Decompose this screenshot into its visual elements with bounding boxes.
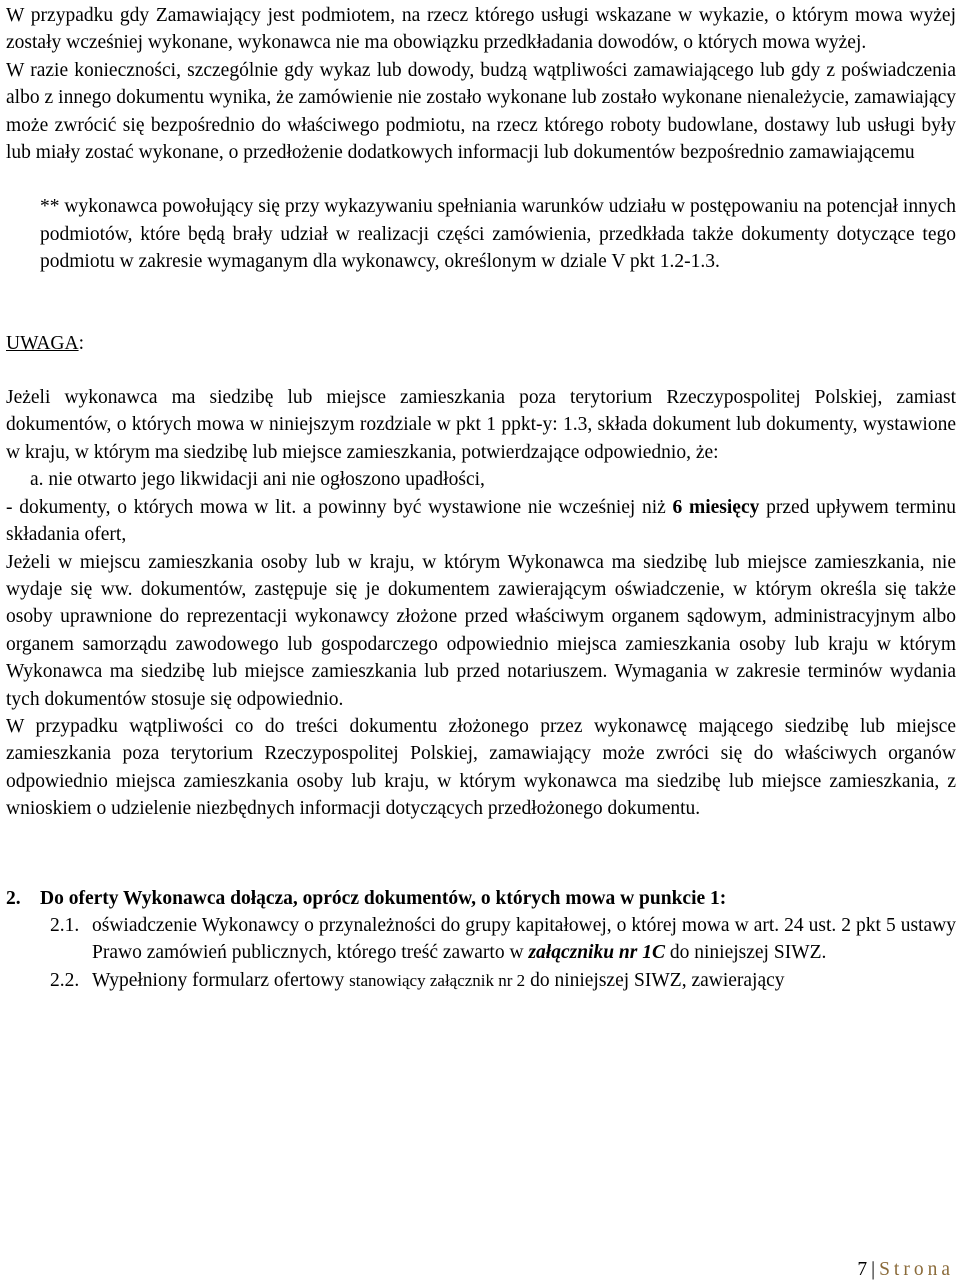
paragraph-dowody: W przypadku gdy Zamawiający jest podmiotem, na rzecz którego usługi wskazane w wykazie, o którym mowa wyżej zostały wcześniej wykonane, wykonawca nie ma obowiązku przedkładania dowodów, o których mowa wyżej. (6, 5, 956, 54)
list-item-a: a. nie otwarto jego likwidacji ani nie ogłoszono upadłości, (30, 469, 485, 491)
item-number: 2.2. (50, 969, 80, 991)
item-text (92, 967, 956, 994)
paragraph-watpliwosci: W razie konieczności, szczególnie gdy wykaz lub dowody, budzą wątpliwości zamawiającego lub gdy z poświadczenia albo z innego dokumentu wynika, że zamówienie nie zostało wykonane lub zostało wykonane nienależycie, zamawiający może zwrócić się bezpośrednio do właściwego podmiotu, na rzecz którego roboty budowlane, dostawy lub usługi były lub miały zostać wykonane, o przedłożenie dodatkowych informacji lub dokumentów bezpośrednio zamawiającemu (6, 59, 956, 164)
text-before: - dokumenty, o których mowa w lit. a powinny być wystawione nie wcześniej niż (6, 496, 673, 518)
paragraph-zastepczy: Jeżeli w miejscu zamieszkania osoby lub w kraju, w którym Wykonawca ma siedzibę lub miejsce zamieszkania, nie wydaje się ww. dokumentów, zastępuje się je dokumentem zawierającym oświadczenie, w którym określa się także osoby uprawnione do reprezentacji wykonawcy złożone przed właściwym organem sądowym, administracyjnym albo organem samorządu zawodowego lub gospodarczego odpowiednio miejsca zamieszkania osoby lub kraju w którym Wykonawca ma siedzibę lub miejsce zamieszkania lub przed notariuszem. Wymagania w zakresie terminów wydania tych dokumentów stosuje się odpowiednio. (6, 551, 956, 710)
item-number: 2.1. (50, 914, 80, 936)
footer-word: Strona (879, 1259, 954, 1280)
section-title: Do oferty Wykonawca dołącza, oprócz dokumentów, o których mowa w punkcie 1: (40, 887, 727, 909)
page-footer (857, 1256, 954, 1283)
item-text-b: stanowiący załącznik nr 2 (349, 970, 526, 990)
item-text-c: do niniejszej SIWZ, zawierający (525, 969, 785, 991)
footer-separator: | (871, 1259, 876, 1280)
paragraph-zagranica: Jeżeli wykonawca ma siedzibę lub miejsce zamieszkania poza terytorium Rzeczypospolitej Polskiej, zamiast dokumentów, o których mowa w niniejszym rozdziale w pkt 1 ppkt-y: 1.3, składa dokument lub dokumenty, wystawione w kraju, w którym ma siedzibę lub miejsce zamieszkania, potwierdzające odpowiednio, że: (6, 387, 956, 463)
paragraph-podmioty: ** wykonawca powołujący się przy wykazywaniu spełniania warunków udziału w postępowaniu na potencjał innych podmiotów, które będą brały udział w realizacji części zamówienia, przedkłada także dokumenty dotyczące tego podmiotu w zakresie wymaganym dla wykonawcy, określonym w dziale V pkt 1.2-1.3. (40, 196, 956, 273)
uwaga-label: UWAGA (6, 332, 79, 354)
page-number: 7 (857, 1259, 868, 1280)
uwaga-colon: : (78, 332, 84, 354)
text-bold-months: 6 miesięcy (672, 496, 760, 518)
section-item-2-2 (6, 967, 956, 994)
paragraph-6-miesiecy (6, 494, 956, 549)
section-item-2-1 (6, 912, 956, 967)
section-2-heading (6, 885, 956, 912)
document-page (6, 2, 956, 994)
section-number: 2. (6, 887, 21, 909)
item-text-before: oświadczenie Wykonawcy o przynależności do grupy kapitałowej, o której mowa w art. 24 ust. 2 pkt 5 ustawy Prawo zamówień publicznych, którego treść zawarto w (92, 914, 956, 964)
spacer (6, 276, 956, 330)
paragraph-watpliwosci-zagranica: W przypadku wątpliwości co do treści dokumentu złożonego przez wykonawcę mającego siedzibę lub miejsce zamieszkania poza terytorium Rzeczypospolitej Polskiej, zamawiający może zwróci się do właściwych organów odpowiednio miejsca zamieszkania osoby lub kraju, w którym wykonawca ma siedzibę lub miejsce zamieszkania, z wnioskiem o udzielenie niezbędnych informacji dotyczących przedłożonego dokumentu. (6, 715, 956, 820)
item-text-after: do niniejszej SIWZ. (665, 942, 827, 964)
spacer (6, 166, 956, 193)
item-text (92, 912, 956, 967)
uwaga-heading (6, 330, 956, 357)
text-after: przed upływem terminu składania ofert, (6, 496, 956, 546)
item-emphasis: załączniku nr 1C (528, 942, 665, 964)
item-text-a: Wypełniony formularz ofertowy (92, 969, 350, 991)
spacer (6, 823, 956, 885)
spacer (6, 357, 956, 384)
